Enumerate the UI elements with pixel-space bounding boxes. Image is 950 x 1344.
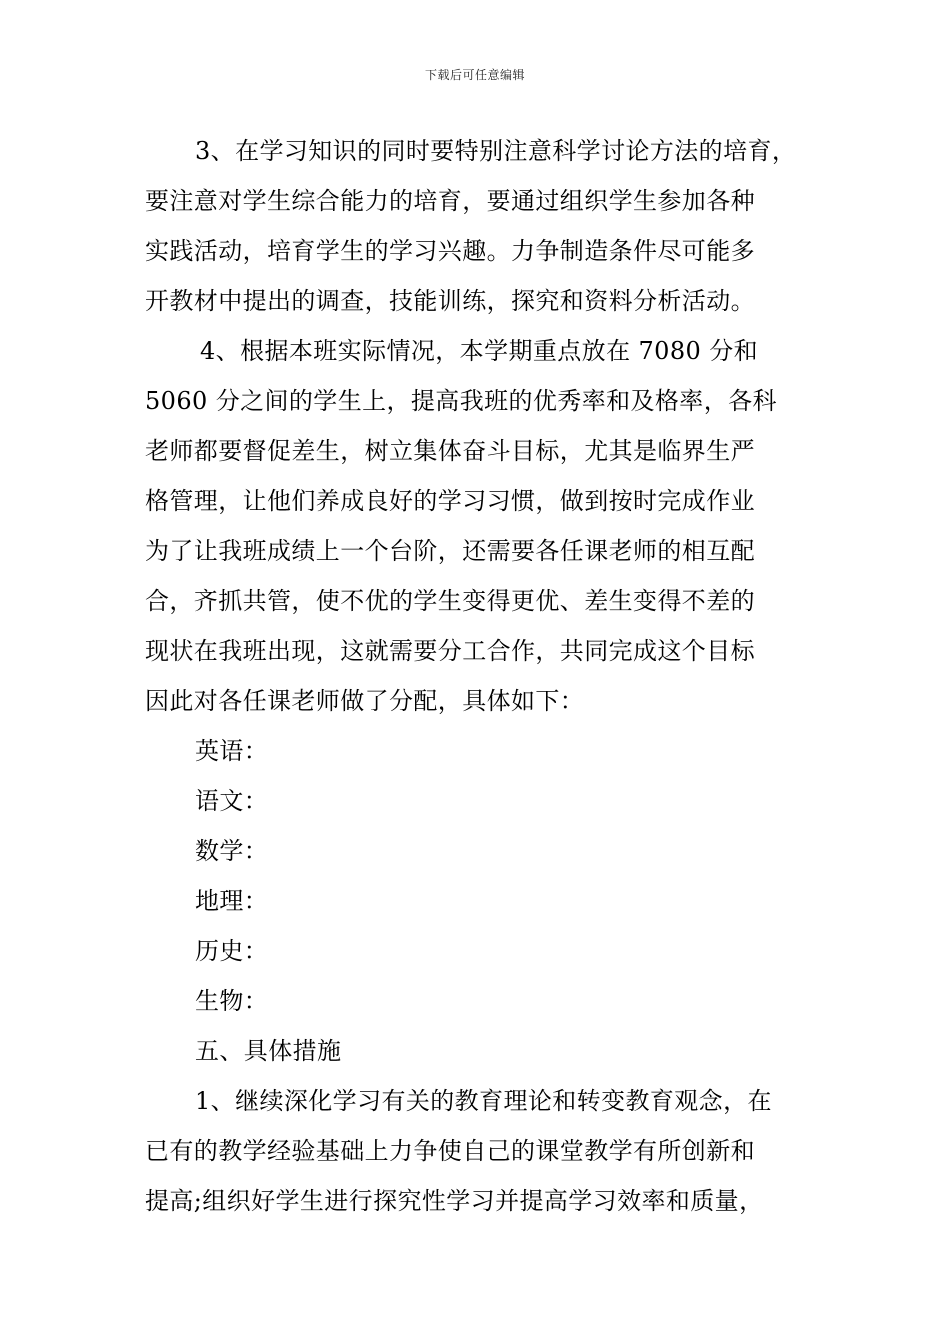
paragraph-line: 要注意对学生综合能力的培育，要通过组织学生参加各种	[145, 187, 755, 215]
paragraph-line: 现状在我班出现，这就需要分工合作，共同完成这个目标	[145, 637, 755, 665]
paragraph-line: 开教材中提出的调查，技能训练，探究和资料分析活动。	[145, 287, 755, 315]
paragraph-line: 格管理，让他们养成良好的学习习惯，做到按时完成作业	[145, 487, 755, 515]
paragraph-line: 已有的教学经验基础上力争使自己的课堂教学有所创新和	[145, 1137, 755, 1165]
subject-biology: 生物：	[195, 987, 269, 1015]
paragraph-line: 1、继续深化学习有关的教育理论和转变教育观念，在	[195, 1087, 772, 1115]
paragraph-line: 5060 分之间的学生上，提高我班的优秀率和及格率，各科	[145, 387, 777, 415]
paragraph-line: 4、根据本班实际情况，本学期重点放在 7080 分和	[200, 337, 759, 365]
paragraph-line: 因此对各任课老师做了分配，具体如下：	[145, 687, 585, 715]
subject-chinese: 语文：	[195, 787, 269, 815]
paragraph-line: 3、在学习知识的同时要特别注意科学讨论方法的培育，	[195, 137, 797, 165]
subject-history: 历史：	[195, 937, 269, 965]
paragraph-line: 实践活动，培育学生的学习兴趣。力争制造条件尽可能多	[145, 237, 755, 265]
paragraph-line: 为了让我班成绩上一个台阶，还需要各任课老师的相互配	[145, 537, 755, 565]
subject-math: 数学：	[195, 837, 269, 865]
paragraph-line: 老师都要督促差生，树立集体奋斗目标，尤其是临界生严	[145, 437, 755, 465]
paragraph-line: 提高;组织好学生进行探究性学习并提高学习效率和质量，	[145, 1187, 764, 1215]
document-body	[145, 126, 810, 1226]
subject-english: 英语：	[195, 737, 269, 765]
page-header: 下载后可任意编辑	[424, 68, 525, 82]
subject-geography: 地理：	[195, 887, 269, 915]
paragraph-line: 合，齐抓共管，使不优的学生变得更优、差生变得不差的	[145, 587, 755, 615]
section-heading: 五、具体措施	[195, 1037, 342, 1065]
